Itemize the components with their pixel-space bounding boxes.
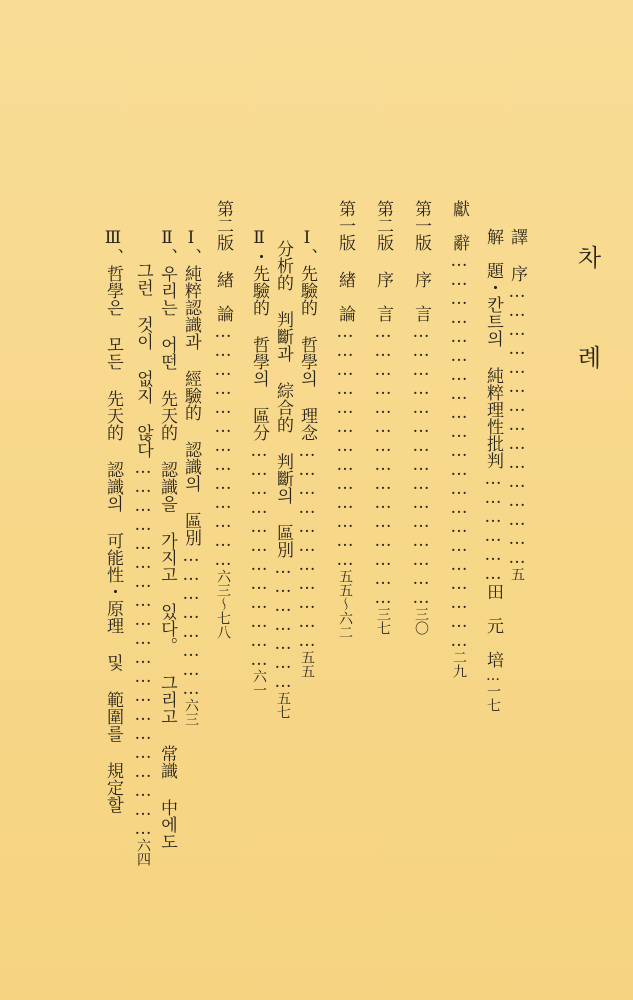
toc-entry-text: 譯 序 (507, 228, 527, 282)
toc-page-number: 五 (509, 567, 525, 581)
toc-leader-dots: …………………………… (297, 441, 317, 650)
toc-leader-dots: ………………… (273, 558, 293, 691)
toc-entry-first-edition-introduction (336, 200, 353, 639)
toc-entry-text: Ⅱ、우리는 어떤 先天的 認識을 가지고 있다。 그리고 常識 中에도 (157, 228, 177, 850)
toc-leader-dots: ……………………………………… (373, 322, 393, 607)
toc-page-number: 二九 (451, 650, 467, 678)
toc-entry-translator-preface (508, 228, 525, 581)
toc-leader-dots: ……………………………………… (507, 282, 527, 567)
toc-leader-dots: ………………………………… (213, 322, 233, 569)
toc-leader-dots: ……………………………………… (411, 322, 431, 607)
toc-page-number: 五五～六二 (337, 569, 353, 639)
toc-page-number: 六三 (183, 698, 199, 726)
toc-entry-text: 第一版 緖 論 (335, 200, 355, 322)
toc-subentry-analytic-synthetic-distinction (274, 240, 291, 719)
toc-subentry-pure-vs-empirical-knowledge (182, 228, 199, 726)
toc-entry-text: 獻 辭 (449, 200, 469, 251)
toc-page-number: …一七 (485, 668, 501, 712)
toc-page-number: 五五 (299, 650, 315, 678)
toc-entry-dedication (450, 200, 467, 678)
toc-page-number: 三七 (375, 607, 391, 635)
toc-page-number: 六三～七八 (215, 569, 231, 639)
toc-leader-dots: …………………… (181, 546, 201, 698)
toc-leader-dots: ……………………………… (249, 441, 269, 669)
toc-entry-commentary (484, 228, 501, 712)
toc-entry-text: 解 題・칸트의 純粹理性批判 (483, 228, 503, 469)
toc-entry-text: Ⅲ、哲學은 모든 先天的 認識의 可能性・原理 및 範圍를 規定할 (103, 228, 123, 813)
toc-leader-dots: ……………………………………………………… (449, 251, 469, 650)
toc-leader-dots: …………………………………………………… (133, 458, 153, 838)
toc-leader-dots: ………………………………… (335, 322, 355, 569)
toc-page-number: 六一 (251, 669, 267, 697)
toc-page-number: 六四 (135, 838, 151, 866)
toc-page-number: 三〇 (413, 607, 429, 635)
toc-subentry-division-of-transcendental-philosophy (250, 228, 267, 697)
toc-entry-second-edition-preface (374, 200, 391, 635)
toc-entry-text: Ⅰ、先驗的 哲學의 理念 (297, 228, 317, 441)
toc-entry-first-edition-preface (412, 200, 429, 635)
toc-subentry-continuation-line (134, 262, 151, 866)
toc-entry-text: 第一版 序 言 (411, 200, 431, 322)
toc-leader-dots: ……………… (483, 469, 503, 583)
toc-subentry-philosophy-needs-a-science (104, 228, 121, 813)
toc-entry-text: Ⅰ、純粹認識과 經驗的 認識의 區別 (181, 228, 201, 546)
toc-subentry-idea-of-transcendental-philosophy (298, 228, 315, 678)
toc-page-number: 五七 (275, 691, 291, 719)
toc-entry-second-edition-introduction (214, 200, 231, 639)
toc-entry-text: 第二版 緖 論 (213, 200, 233, 322)
toc-author: 田 元 培 (483, 583, 503, 668)
toc-entry-text: Ⅱ・先驗的 哲學의 區分 (249, 228, 269, 441)
page-title: 차 례 (573, 245, 601, 393)
toc-entry-text: 分析的 判斷과 綜合的 判斷의 區別 (273, 240, 293, 558)
toc-entry-text: 第二版 序 言 (373, 200, 393, 322)
toc-subentry-we-possess-a-priori-knowledge (158, 228, 175, 850)
toc-entry-text: 그런 것이 없지 않다 (133, 262, 153, 458)
